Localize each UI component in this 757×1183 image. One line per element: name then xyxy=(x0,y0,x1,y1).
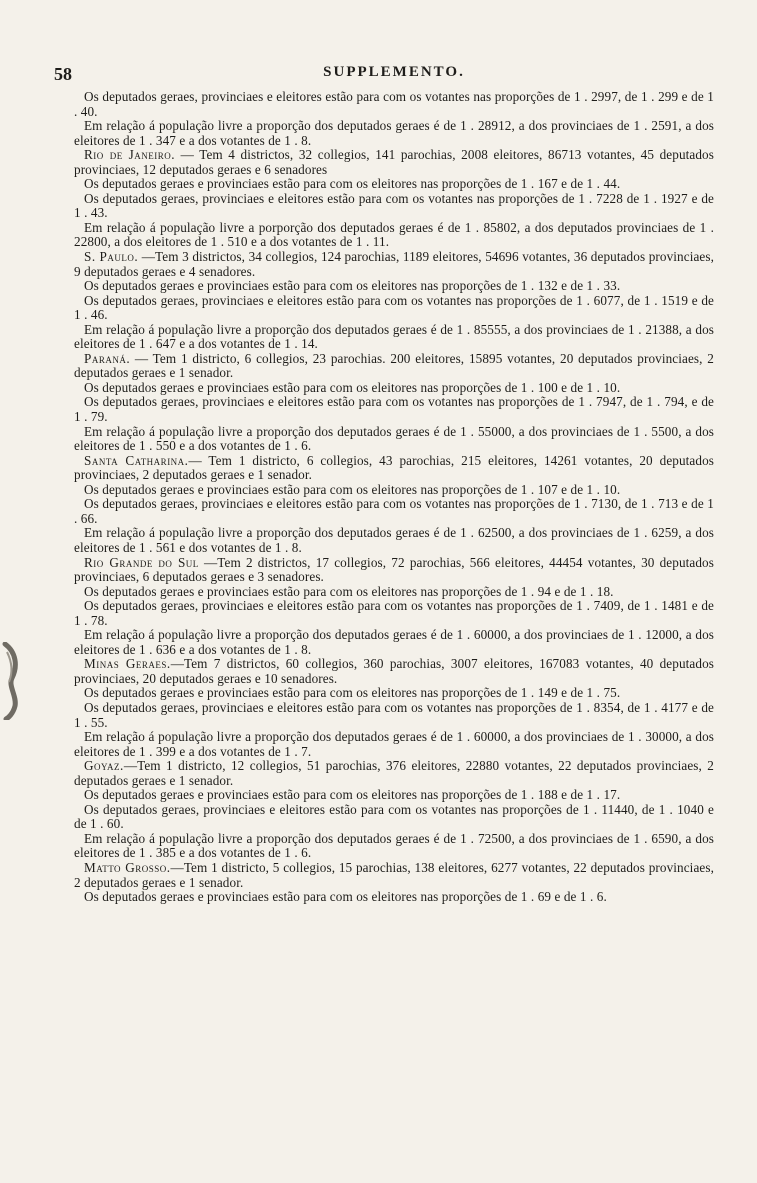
paragraph xyxy=(74,279,714,294)
paragraph-text: Os deputados geraes e provinciaes estão para com os eleitores nas proporções de 1 . 167 e de 1 . 44. xyxy=(84,176,621,192)
paragraph xyxy=(74,250,714,279)
paragraph-text: —Tem 7 districtos, 60 collegios, 360 parochias, 3007 eleitores, 167083 votantes, 40 deputados provinciaes, 20 deputados geraes e 10 senadores. xyxy=(74,656,714,686)
paragraph-text: Em relação á população livre a proporção dos deputados geraes é de 1 . 72500, a dos provinciaes de 1 . 6590, a dos eleitores de 1 . 385 e a dos votantes de 1 . 6. xyxy=(74,830,714,861)
paragraph xyxy=(74,585,714,600)
paragraph-text: Os deputados geraes e provinciaes estão para com os eleitores nas proporções de 1 . 188 e de 1 . 17. xyxy=(84,787,621,803)
paragraph xyxy=(74,890,714,905)
paragraph xyxy=(74,352,714,381)
province-name: Paraná. xyxy=(84,350,131,366)
paragraph-text: — Tem 4 districtos, 32 collegios, 141 parochias, 2008 eleitores, 86713 votantes, 45 deputados provinciaes, 12 deputados geraes e 6 senadores xyxy=(74,147,714,177)
body-text xyxy=(74,90,714,905)
paragraph xyxy=(74,381,714,396)
paragraph-text: Os deputados geraes, provinciaes e eleitores estão para com os votantes nas proporções de 1 . 7409, de 1 . 1481 e de 1 . 78. xyxy=(74,598,714,628)
paragraph-text: — Tem 1 districto, 6 collegios, 23 parochias. 200 eleitores, 15895 votantes, 20 deputados provinciaes, 2 deputados geraes e 1 senador. xyxy=(74,350,714,381)
paragraph xyxy=(74,497,714,526)
paragraph-text: Em relação á população livre a proporção dos deputados geraes é de 1 . 62500, a dos provinciaes de 1 . 6259, a dos eleitores de 1 . 561 e dos votantes de 1 . 8. xyxy=(74,525,714,555)
margin-ink-mark xyxy=(2,642,22,720)
province-name: Rio de Janeiro. xyxy=(84,147,176,163)
paragraph-text: Em relação á população livre a proporção dos deputados geraes é de 1 . 60000, a dos provinciaes de 1 . 12000, a dos eleitores de 1 . 636 e a dos votantes de 1 . 8. xyxy=(74,627,714,657)
paragraph xyxy=(74,803,714,832)
paragraph xyxy=(74,701,714,730)
paragraph-text: Os deputados geraes, provinciaes e eleitores estão para com os votantes nas proporções de 1 . 7947, de 1 . 794, e de 1 . 79. xyxy=(74,394,714,425)
paragraph-text: Em relação á população livre a proporção dos deputados geraes é de 1 . 55000, a dos provinciaes de 1 . 5500, a dos eleitores de 1 . 550 e a dos votantes de 1 . 6. xyxy=(74,423,714,454)
province-name: S. Paulo. xyxy=(84,249,139,265)
paragraph xyxy=(74,177,714,192)
paragraph-text: Os deputados geraes, provinciaes e eleitores estão para com os votantes nas proporções de 1 . 7228 de 1 . 1927 e de 1 . 43. xyxy=(74,190,714,221)
paragraph-text: Os deputados geraes e provinciaes estão para com os eleitores nas proporções de 1 . 149 e de 1 . 75. xyxy=(84,685,621,701)
paragraph-text: Os deputados geraes e provinciaes estão para com os eleitores nas proporções de 1 . 132 e de 1 . 33. xyxy=(84,278,621,294)
paragraph-text: Os deputados geraes e provinciaes estão para com os eleitores nas proporções de 1 . 107 e de 1 . 10. xyxy=(84,481,621,497)
paragraph xyxy=(74,759,714,788)
paragraph xyxy=(74,90,714,119)
paragraph-text: Os deputados geraes e provinciaes estão para com os eleitores nas proporções de 1 . 69 e de 1 . 6. xyxy=(84,889,607,905)
paragraph xyxy=(74,599,714,628)
paragraph xyxy=(74,861,714,890)
paragraph xyxy=(74,294,714,323)
paragraph xyxy=(74,730,714,759)
paragraph xyxy=(74,395,714,424)
paragraph-text: —Tem 2 districtos, 17 collegios, 72 parochias, 566 eleitores, 44454 votantes, 30 deputados provinciaes, 6 deputados geraes e 3 senadores. xyxy=(74,554,714,585)
province-name: Santa Catharina. xyxy=(84,452,189,468)
paragraph xyxy=(74,556,714,585)
province-name: Matto Grosso. xyxy=(84,859,171,875)
paragraph-text: Os deputados geraes, provinciaes e eleitores estão para com os votantes nas proporções de 1 . 6077, de 1 . 1519 e de 1 . 46. xyxy=(74,292,714,323)
paragraph-text: Os deputados geraes e provinciaes estão para com os eleitores nas proporções de 1 . 100 e de 1 . 10. xyxy=(84,379,621,395)
page xyxy=(54,64,714,905)
paragraph xyxy=(74,832,714,861)
page-number: 58 xyxy=(54,64,72,84)
paragraph-text: —Tem 1 districto, 5 collegios, 15 parochias, 138 eleitores, 6277 votantes, 22 deputados provinciaes, 2 deputados geraes e 1 senador. xyxy=(74,859,714,890)
paragraph xyxy=(74,686,714,701)
paragraph-text: Os deputados geraes, provinciaes e eleitores estão para com os votantes nas proporções de 1 . 2997, de 1 . 299 e de 1 . 40. xyxy=(74,89,714,119)
paragraph-text: Os deputados geraes, provinciaes e eleitores estão para com os votantes nas proporções de 1 . 8354, de 1 . 4177 e de 1 . 55. xyxy=(74,699,714,730)
paragraph-text: Em relação á população livre a proporção dos deputados geraes é de 1 . 85555, a dos provinciaes de 1 . 21388, a dos eleitores de 1 . 647 e a dos votantes de 1 . 14. xyxy=(74,321,714,352)
paragraph xyxy=(74,788,714,803)
paragraph xyxy=(74,657,714,686)
paragraph xyxy=(74,192,714,221)
paragraph xyxy=(74,454,714,483)
paragraph xyxy=(74,221,714,250)
paragraph-text: —Tem 1 districto, 12 collegios, 51 parochias, 376 eleitores, 22880 votantes, 22 deputados provinciaes, 2 deputados geraes e 1 senador. xyxy=(74,758,714,788)
paragraph xyxy=(74,323,714,352)
paragraph xyxy=(74,425,714,454)
paragraph xyxy=(74,526,714,555)
province-name: Goyaz. xyxy=(84,758,124,774)
page-header xyxy=(54,64,714,84)
paragraph-text: — Tem 1 districto, 6 collegios, 43 parochias, 215 eleitores, 14261 votantes, 20 deputados provinciaes, 2 deputados geraes e 1 senador. xyxy=(74,452,714,483)
paragraph xyxy=(74,148,714,177)
province-name: Rio Grande do Sul xyxy=(84,554,199,570)
paragraph-text: Os deputados geraes e provinciaes estão para com os eleitores nas proporções de 1 . 94 e de 1 . 18. xyxy=(84,583,614,599)
paragraph-text: Os deputados geraes, provinciaes e eleitores estão para com os votantes nas proporções de 1 . 7130, de 1 . 713 e de 1 . 66. xyxy=(74,496,714,526)
paragraph-text: Em relação á população livre a porporção dos deputados geraes é de 1 . 85802, a dos deputados provinciaes de 1 . 22800, a dos eleitores de 1 . 510 e a dos votantes de 1 . 11. xyxy=(74,219,714,250)
province-name: Minas Geraes. xyxy=(84,656,171,672)
paragraph-text: Em relação á população livre a proporção dos deputados geraes é de 1 . 28912, a dos provinciaes de 1 . 2591, a dos eleitores de 1 . 347 e a dos votantes de 1 . 8. xyxy=(74,118,714,148)
running-title: SUPPLEMENTO. xyxy=(323,64,465,80)
paragraph xyxy=(74,483,714,498)
paragraph xyxy=(74,119,714,148)
paragraph xyxy=(74,628,714,657)
paragraph-text: —Tem 3 districtos, 34 collegios, 124 parochias, 1189 eleitores, 54696 votantes, 36 deputados provinciaes, 9 deputados geraes e 4 senadores. xyxy=(74,249,714,279)
paragraph-text: Os deputados geraes, provinciaes e eleitores estão para com os votantes nas proporções de 1 . 11440, de 1 . 1040 e de 1 . 60. xyxy=(74,801,714,832)
paragraph-text: Em relação á população livre a proporção dos deputados geraes é de 1 . 60000, a dos provinciaes de 1 . 30000, a dos eleitores de 1 . 399 e a dos votantes de 1 . 7. xyxy=(74,729,714,759)
